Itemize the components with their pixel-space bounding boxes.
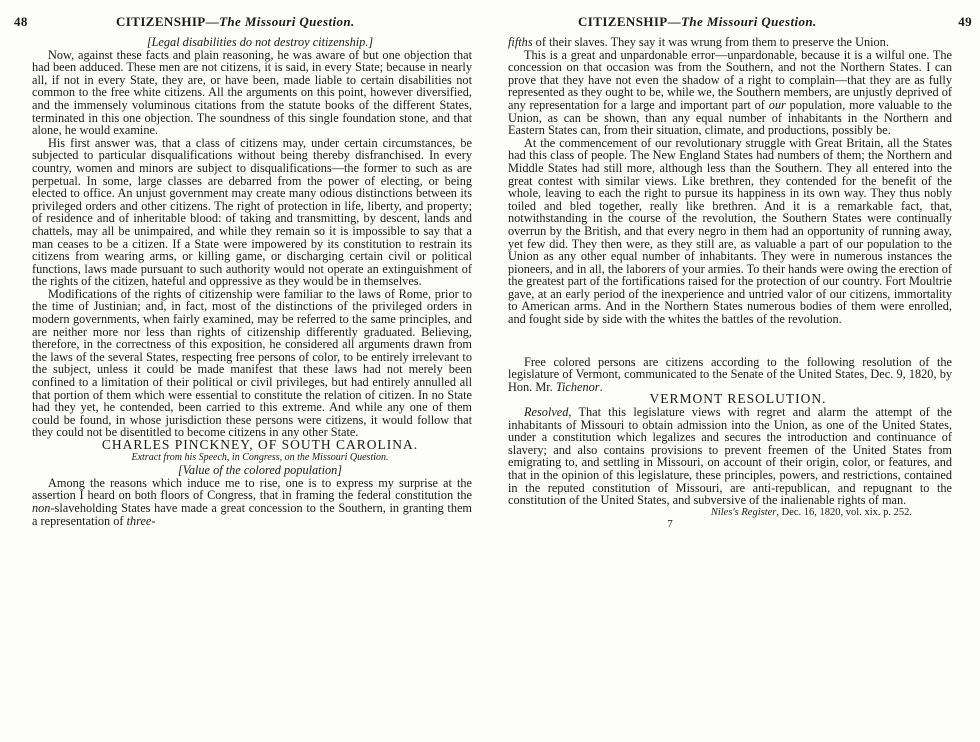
subhead-legal-disabilities: [Legal disabilities do not destroy citizenship.]: [146, 35, 374, 49]
left-running-title: CITIZENSHIP—The Missouri Question.: [116, 14, 355, 29]
right-paragraph-1: fifths of their slaves. They say it was wrung from them to preserve the Union.: [508, 35, 889, 49]
right-paragraph-2: This is a great and unpardonable error—unpardonable, because it is a wilful one. The concession on that occasion was from the Southern, and not the Northern States. I can prove that they have not even the shadow of a right to complain—that they are as fully represented as they ought to be, while we, the Southern members, are unjustly deprived of any representation for a large and important part of our population, more valuable to the Union, as can be shown, than any equal number of inhabitants in the Northern and Eastern States can, from their situation, climate, and productions, possibly be.: [508, 47, 952, 138]
section-title-vermont: VERMONT RESOLUTION.: [649, 391, 827, 407]
extract-note: Extract from his Speech, in Congress, on the Missouri Question.: [131, 451, 389, 463]
subhead-colored-population: [Value of the colored population]: [177, 463, 343, 478]
left-paragraph-2: His first answer was, that a class of citizens may, under certain circumstances, be subjected to particular disqualifications without being thereby disfranchised. In every country, women and minors are subject to disqualifications—the former to such as are perpetual. In some, large classes are debarred from the power of electing, or being elected to office. An unjust government may create many odious distinctions between its privileged orders and other citizens. The right of protection in life, liberty, and property; of residence and of inheritable blood: of taking and transmitting, by descent, lands and chattels, may all be unimpaired, and while they remain so it is impossible to say that a man ceases to be a citizen. If a State were impowered by its constitution to restrain its citizens from wearing arms, or killing game, or discharging certain civil or political functions, laws made pursuant to such authority would not operate an extinguishment of the rights of the citizen, hateful and oppressive as they would be in themselves.: [32, 135, 472, 289]
right-column: [508, 36, 952, 530]
citation: Niles's Register, Dec. 16, 1820, vol. xix. p. 252.: [710, 506, 912, 518]
right-running-head: [508, 14, 972, 36]
left-page: [14, 14, 472, 734]
signature-mark: 7: [667, 518, 673, 531]
left-paragraph-4: Among the reasons which induce me to rise, one is to express my surprise at the assertion I heard on both floors of Congress, that in framing the federal constitution the non-slaveholding States have made a great concession to the Southern, in granting them a representation of three-: [32, 475, 472, 528]
left-paragraph-1: Now, against these facts and plain reasoning, he was aware of but one objection that had been adduced. These men are not citizens, it is said, in every State; because in nearly all, if not in every State, they are, or have been, made liable to certain disabilities not common to the free white citizens. All the arguments on this point, however diversified, and the immensely voluminous citations from the statute books of the different States, terminated in this one objection. The soundness of this single foundation stone, and that alone, he would examine.: [32, 47, 472, 138]
left-paragraph-3: Modifications of the rights of citizenship were familiar to the laws of Rome, prior to the time of Justinian; and, in fact, most of the distinctions of the privileged orders in modern governments, when fairly examined, may be referred to the same principles, and are neither more nor less than rights of citizenship differently graduated. Believing, therefore, in the correctness of this exposition, he considered all arguments drawn from the laws of the several States, respecting free persons of color, to be entirely irrelevant to the subject, unless it could be made manifest that these laws had not merely been confined to a limitation of their political or civil privileges, but had entirely annulled all that portion of them which were essential to constitute the relation of citizen. In no State had they yet, he contended, been carried to this extreme. And while any one of them could be found, in whose jurisdiction these persons were citizens, it would follow that they could not be disentitled to become citizens in any other State.: [32, 286, 472, 440]
right-paragraph-4: Free colored persons are citizens according to the following resolution of the legislature of Vermont, communicated to the Senate of the United States, Dec. 9, 1820, by Hon. Mr. Tichenor.: [508, 354, 952, 394]
left-page-number: 48: [14, 14, 28, 29]
right-running-title: CITIZENSHIP—The Missouri Question.: [578, 14, 817, 29]
right-paragraph-5: Resolved, That this legislature views with regret and alarm the attempt of the inhabitants of Missouri to obtain admission into the Union, as one of the United States, under a constitution which legalizes and secures the introduction and continuance of slavery; and also contains provisions to prevent freemen of the United States from emigrating to, and settling in Missouri, on account of their origin, color, or features, and that in the opinion of this legislature, these principles, powers, and restrictions, contained in the reputed constitution of Missouri, are anti-republican, and repugnant to the constitution of the United States, and subversive of the inalienable rights of man.: [508, 405, 952, 508]
left-running-head: [14, 14, 472, 36]
spacer: [508, 326, 952, 356]
right-page-number: 49: [958, 14, 972, 29]
right-paragraph-3: At the commencement of our revolutionary struggle with Great Britain, all the States had this class of people. The New England States had numbers of them; the Northern and Middle States had still more, although less than the Southern. They all entered into the great contest with similar views. Like brethren, they contended for the benefit of the whole, leaving to each the right to pursue its happiness in its own way. They thus nobly toiled and bled together, really like brethren. And it is a remarkable fact, that, notwithstanding in the course of the revolution, the Southern States were continually overrun by the British, and that every negro in them had an opportunity of running away, yet few did. They then were, as they still are, as valuable a part of our population to the Union as any other equal number of inhabitants. They were in numerous instances the pioneers, and in all, the laborers of your armies. To their hands were owing the erection of the greatest part of the fortifications raised for the protection of our country. Fort Moultrie gave, at an early period of the inexperience and untried valor of our citizens, immortality to American arms. And in the Northern States numerous bodies of them were enrolled, and fought side by side with the whites the battles of the revolution.: [508, 135, 952, 327]
section-title-pinckney: CHARLES PINCKNEY, OF SOUTH CAROLINA.: [101, 437, 419, 452]
left-column: [32, 36, 472, 527]
right-page: [508, 14, 972, 734]
